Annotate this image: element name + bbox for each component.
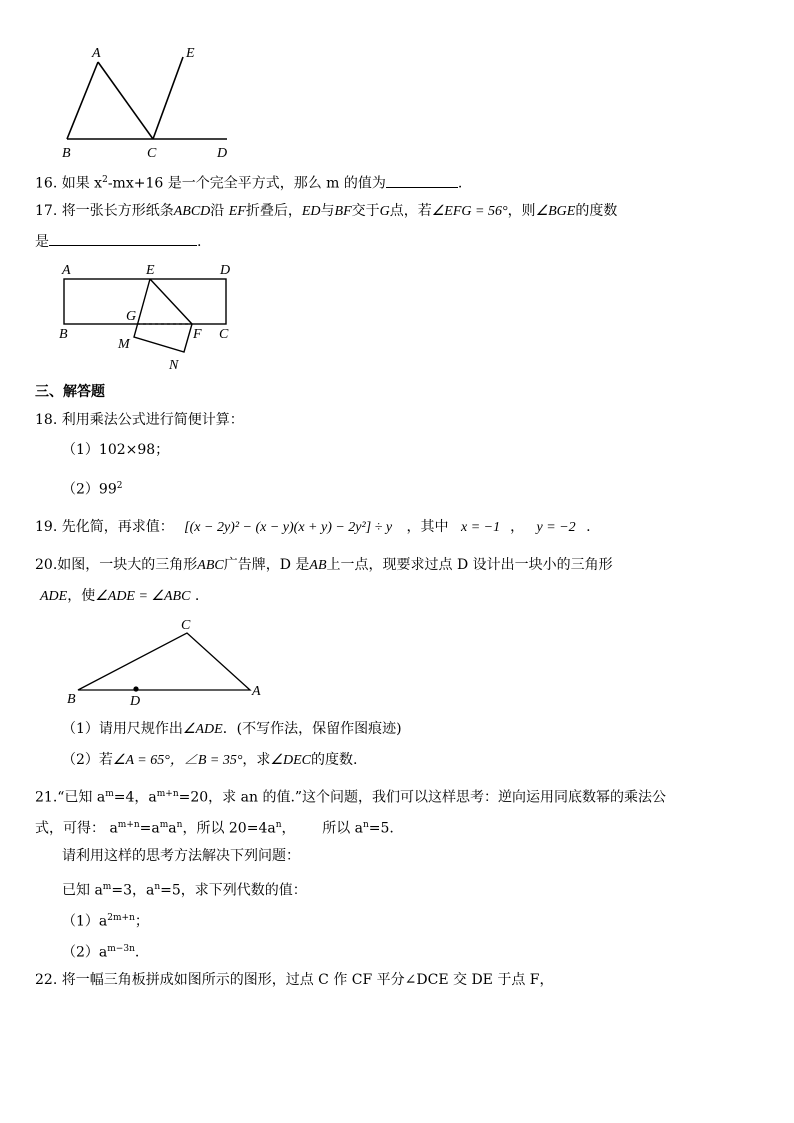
q20-equality: ∠ADE = ∠ABC (95, 589, 191, 604)
q20-ade: ADE (40, 589, 68, 604)
q21-line4-c: =5，求下列代数的值： (160, 882, 307, 899)
q20-abc: ABC (197, 558, 224, 573)
question-17-line2 (35, 231, 201, 252)
q19-number: 19. (35, 519, 58, 535)
q17-ef: EF (228, 204, 246, 219)
q19-x-value: x = −1 (460, 520, 501, 535)
q18-number: 18. (35, 412, 58, 428)
question-19 (35, 517, 591, 538)
q21-line2-e: ， 所以 a (281, 820, 363, 837)
q16-number: 16. (35, 175, 58, 192)
question-22 (35, 970, 554, 990)
q20-number: 20. (35, 557, 58, 573)
label-c: C (147, 146, 157, 161)
q17-line2-text: 是 (35, 234, 49, 250)
q21-line2-sup-2: m (159, 820, 169, 830)
q18-part-2-sup: 2 (116, 481, 123, 491)
q20-part-2-text-2: ，求 (242, 752, 271, 768)
label-a: A (252, 684, 261, 699)
q19-y-value: y = −2 (536, 520, 576, 535)
q17-angle: ∠EFG = 56° (431, 204, 508, 219)
q21-line4 (62, 877, 307, 901)
q17-number: 17. (35, 203, 58, 219)
label-a: A (92, 46, 101, 61)
question-20-line2 (40, 586, 199, 607)
rectangle-abcd (64, 279, 226, 324)
label-d: D (130, 694, 141, 709)
q17-text-3: 折叠后， (245, 203, 302, 219)
q21-line4-sup-2: n (154, 882, 161, 892)
q18-text: 利用乘法公式进行简便计算： (61, 412, 244, 428)
q20-end: . (194, 588, 200, 604)
q16-text-pre: 如果 x (61, 175, 103, 192)
q21-part-2 (62, 939, 139, 963)
q21-line4-b: =3，a (111, 882, 155, 899)
q22-text: 将一幅三角板拼成如图所示的图形，过点 C 作 CF 平分∠DCE 交 DE 于点 F， (61, 972, 554, 988)
q21-line2-sup-5: n (363, 820, 369, 830)
q21-part-2-sup: m−3n (107, 944, 135, 954)
q21-line4-sup-1: m (102, 882, 112, 892)
q21-line2-sup-3: n (176, 820, 183, 830)
question-18 (35, 410, 244, 430)
q21-line2-sup-1: m+n (117, 820, 140, 830)
label-n: N (169, 358, 179, 373)
q20-part-2-text-3: 的度数. (310, 752, 358, 768)
figure-triangle-abc (60, 615, 270, 710)
q21-line3: 请利用这样的思考方法解决下列问题： (62, 848, 300, 864)
q21-line2-a: 式，可得： a (35, 820, 118, 837)
q21-sup-1: m (105, 789, 114, 799)
label-f: F (193, 327, 202, 342)
q21-number: 21. (35, 789, 58, 806)
q20-part-2-text-1: （2）若 (62, 752, 113, 768)
q16-text-mid: -mx+16 是一个完全平方式，那么 m 的值为 (107, 175, 386, 192)
label-e: E (186, 46, 195, 61)
q21-part-1-b: ； (134, 913, 149, 930)
q21-line1-b: =4，a (113, 789, 157, 806)
q21-part-2-a: （2）a (62, 944, 108, 961)
q16-end: . (457, 175, 463, 192)
label-a: A (62, 263, 71, 278)
section-heading: 三、解答题 (35, 384, 105, 400)
q17-ed: ED (301, 204, 321, 219)
folded-part-efnm (134, 279, 192, 352)
q21-part-2-b: . (134, 944, 140, 961)
q17-text-2: 沿 (210, 203, 225, 219)
label-d: D (217, 146, 228, 161)
figure-folded-strip (52, 260, 242, 375)
q21-part-1 (62, 908, 149, 932)
q21-line1-c: =20，求 an 的值.”这个问题，我们可以这样思考：逆向运用同底数幂的乘法公 (178, 789, 667, 806)
q22-number: 22. (35, 972, 58, 988)
q21-line2-b: =a (139, 820, 160, 837)
q18-part-2-text: （2）99 (62, 481, 117, 498)
q21-line4-a: 已知 a (62, 882, 103, 899)
figure-angle-abc (55, 40, 245, 162)
q16-sup: 2 (102, 175, 108, 185)
question-17 (35, 201, 617, 222)
q20-text-2: 广告牌，D 是 (223, 557, 310, 573)
segment-ab (67, 62, 98, 139)
q21-line2-c: a (168, 820, 177, 837)
q17-text-7: ，则 (507, 203, 536, 219)
q21-line2-d: ，所以 20=4a (182, 820, 276, 837)
q19-where: ，其中 (406, 519, 449, 535)
q20-ab: AB (309, 558, 327, 573)
q17-text-5: 交于 (351, 203, 380, 219)
q17-g: G (379, 204, 390, 219)
q17-bge: ∠BGE (535, 204, 576, 219)
q21-line1-a: “已知 a (57, 789, 106, 806)
q19-text: 先化简，再求值： (61, 519, 174, 535)
question-21 (35, 784, 666, 808)
q19-separator: ， (510, 519, 525, 535)
q17-text-1: 将一张长方形纸条 (61, 203, 174, 219)
q21-sup-2: m+n (156, 789, 179, 799)
segment-ce (153, 57, 183, 139)
q20-part-2-conditions: ∠A = 65°，∠B = 35° (112, 753, 243, 768)
label-b: B (59, 327, 68, 342)
q21-part-1-sup: 2m+n (107, 913, 135, 923)
q19-expression: [(x − 2y)² − (x − y)(x + y) − 2y²] ÷ y (184, 520, 393, 535)
q17-text-6: 点，若 (389, 203, 432, 219)
point-d (133, 686, 138, 691)
q18-part-1: （1）102×98； (62, 442, 170, 458)
q21-part-1-a: （1）a (62, 913, 108, 930)
q18-part-2 (62, 476, 122, 500)
label-b: B (62, 146, 71, 161)
q20-part-1-text-2: ．(不写作法，保留作图痕迹) (222, 721, 402, 737)
q21-line2-f: =5. (368, 820, 394, 837)
label-g: G (126, 309, 137, 324)
q21-line2 (35, 815, 394, 839)
q20-part-1-text-1: （1）请用尺规作出 (62, 721, 183, 737)
q17-abcd: ABCD (173, 204, 211, 219)
label-m: M (118, 337, 130, 352)
triangle-abc (78, 633, 250, 690)
q20-part-1 (62, 719, 402, 740)
label-d: D (220, 263, 231, 278)
label-c: C (219, 327, 229, 342)
q17-answer-blank[interactable] (49, 231, 197, 246)
label-e: E (146, 263, 155, 278)
q17-text-4: 与 (320, 203, 335, 219)
question-20 (35, 555, 613, 576)
q20-text-1: 如图，一块大的三角形 (57, 557, 198, 573)
q17-end: . (197, 234, 202, 250)
q19-end: . (586, 519, 591, 535)
q17-bf: BF (334, 204, 352, 219)
q20-text-3: 上一点，现要求过点 D 设计出一块小的三角形 (326, 557, 613, 573)
label-c: C (181, 618, 191, 633)
q20-part-2-angle: ∠DEC (270, 753, 311, 768)
label-b: B (67, 692, 76, 707)
q17-text-8: 的度数 (575, 203, 618, 219)
question-16 (35, 170, 462, 194)
segment-ac (98, 62, 153, 139)
q20-part-2 (62, 750, 357, 771)
q21-line2-sup-4: n (275, 820, 282, 830)
q20-part-1-angle: ∠ADE (182, 722, 223, 737)
q20-text-4: ，使 (67, 588, 96, 604)
q16-answer-blank[interactable] (386, 173, 458, 188)
